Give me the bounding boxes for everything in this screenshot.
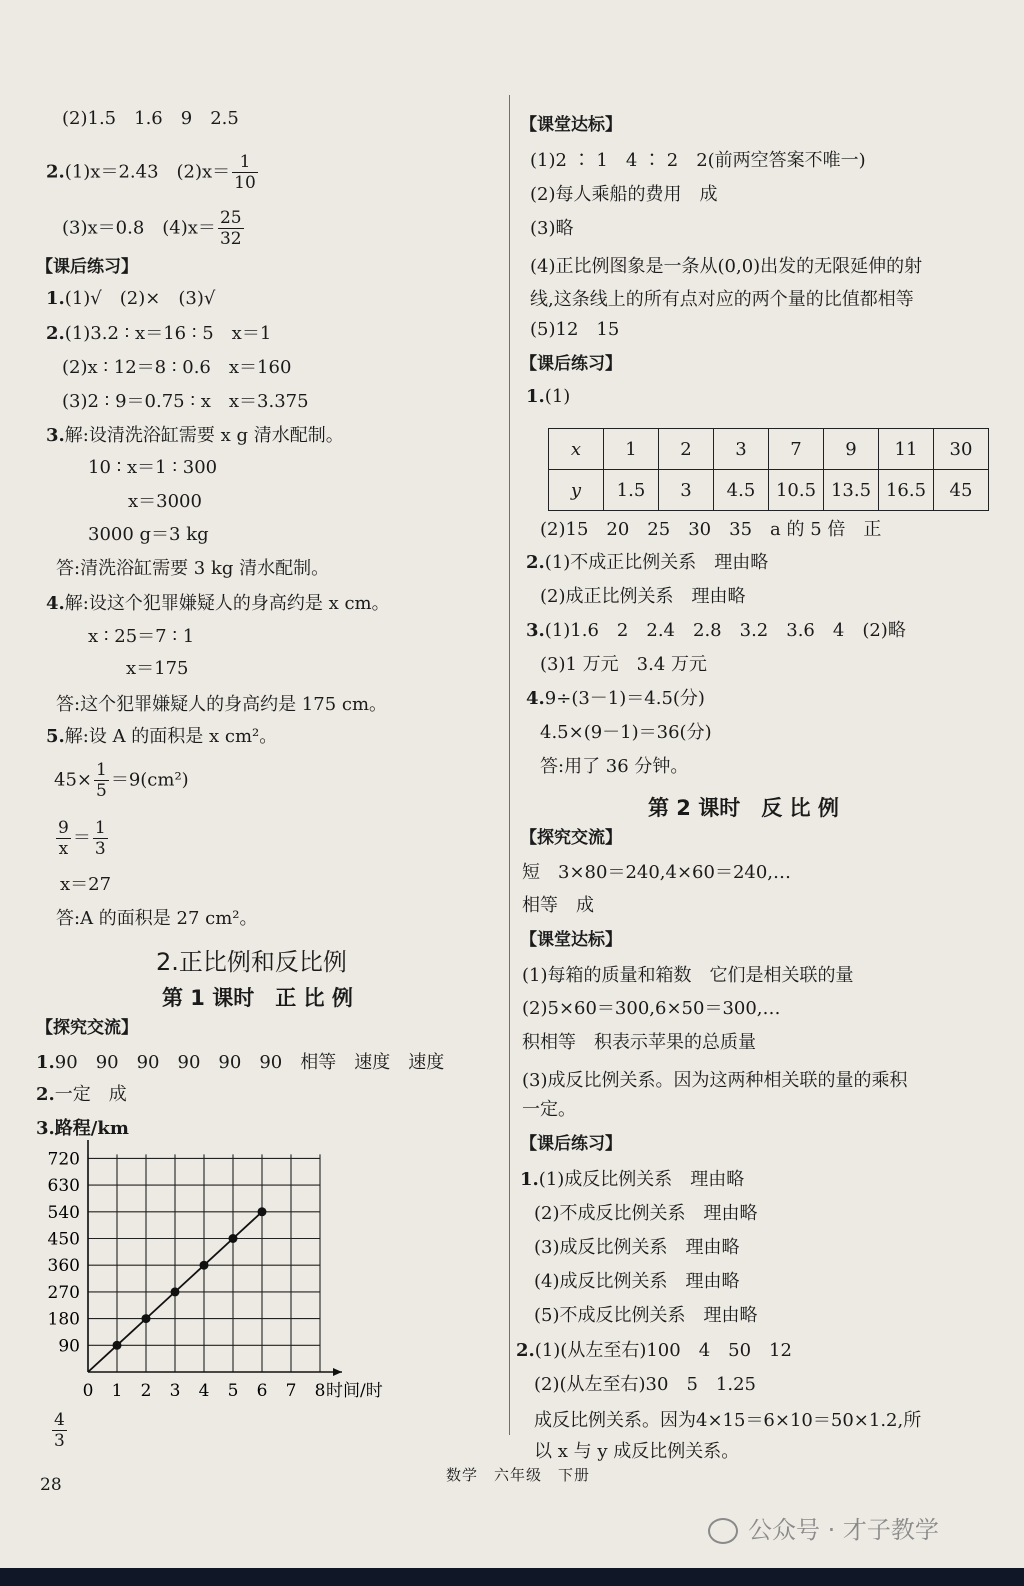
section-heading: 【课堂达标】 <box>520 115 622 135</box>
question-number: 1. <box>46 288 65 309</box>
answer-line <box>526 688 705 710</box>
table-row <box>549 429 989 470</box>
question-number: 1. <box>520 1169 539 1190</box>
answer-line <box>54 760 189 801</box>
question-number: 1. <box>36 1052 55 1073</box>
data-point <box>200 1261 209 1270</box>
question-number: 3. <box>36 1118 55 1139</box>
table-cell: 2 <box>659 429 714 470</box>
answer-line: (2)x ∶ 12＝8 ∶ 0.6 x＝160 <box>62 357 292 378</box>
answer-line <box>36 1084 127 1106</box>
y-tick-label: 360 <box>47 1256 80 1277</box>
answer-line: 答:A 的面积是 27 cm²。 <box>56 908 258 929</box>
fraction-numerator: 1 <box>232 152 258 173</box>
table-cell: 30 <box>934 429 989 470</box>
answer-line: 3000 g＝3 kg <box>88 524 209 545</box>
fraction <box>56 818 71 859</box>
answer-line <box>526 386 570 408</box>
answer-text: 90 90 90 90 90 90 相等 速度 速度 <box>54 1052 445 1073</box>
x-tick-label: 8 <box>314 1381 326 1401</box>
answer-line <box>526 552 768 574</box>
distance-time-chart <box>30 1140 430 1410</box>
answer-text: (1)x＝2.43 (2)x＝ <box>64 161 231 183</box>
answer-line: x ∶ 25＝7 ∶ 1 <box>88 626 195 647</box>
fraction-numerator: 9 <box>58 818 69 838</box>
watermark-text: 公众号 · 才子教学 <box>748 1516 939 1544</box>
fraction-numerator: 1 <box>94 818 106 838</box>
answer-text: (1) <box>544 386 571 407</box>
x-tick-label: 1 <box>111 1381 123 1401</box>
fraction-denominator: x <box>58 839 69 859</box>
fraction-denominator: 32 <box>219 229 242 249</box>
x-tick-label: 3 <box>169 1381 181 1401</box>
fraction-denominator: 3 <box>54 1431 65 1451</box>
answer-line <box>46 726 277 748</box>
answer-line <box>46 425 344 447</box>
fraction-denominator: 3 <box>94 839 106 859</box>
answer-line <box>520 1169 744 1191</box>
answer-line: (3)成反比例关系 理由略 <box>534 1237 740 1258</box>
answer-line: 相等 成 <box>522 895 594 916</box>
page-number: 28 <box>40 1475 62 1495</box>
answer-line: 以 x 与 y 成反比例关系。 <box>534 1441 740 1462</box>
answer-line: 线,这条线上的所有点对应的两个量的比值都相等 <box>530 289 914 310</box>
x-tick-label: 0 <box>82 1381 94 1401</box>
answer-text: 解:设这个犯罪嫌疑人的身高约是 x cm。 <box>64 593 390 614</box>
data-point <box>229 1234 238 1243</box>
question-number: 2. <box>46 161 65 183</box>
answer-line: (2)成正比例关系 理由略 <box>540 586 746 607</box>
question-number: 2. <box>516 1340 535 1361</box>
table-cell: 7 <box>769 429 824 470</box>
x-tick-label: 4 <box>198 1381 210 1401</box>
section-heading: 【课后练习】 <box>520 1134 622 1154</box>
fraction <box>52 1410 67 1451</box>
answer-text: (3)x＝0.8 (4)x＝ <box>62 217 216 239</box>
y-tick-label: 450 <box>47 1229 80 1250</box>
section-heading: 【探究交流】 <box>520 828 622 848</box>
table-cell: 4.5 <box>714 470 769 511</box>
answer-line: x＝175 <box>126 658 189 679</box>
answer-text: ＝ <box>72 827 91 849</box>
data-point <box>171 1287 180 1296</box>
lesson-title: 第 1 课时 正 比 例 <box>162 986 353 1010</box>
section-heading: 【课堂达标】 <box>520 930 622 950</box>
fraction-denominator: 10 <box>234 173 256 193</box>
answer-text: (1)1.6 2 2.4 2.8 3.2 3.6 4 (2)略 <box>544 620 906 641</box>
y-tick-label: 90 <box>58 1336 80 1357</box>
y-tick-label: 630 <box>47 1176 80 1197</box>
table-cell: 16.5 <box>879 470 934 511</box>
watermark <box>708 1510 939 1545</box>
answer-line: 4.5×(9－1)＝36(分) <box>540 722 712 743</box>
table-row <box>549 470 989 511</box>
answer-line: (2)15 20 25 30 35 a 的 5 倍 正 <box>540 519 882 540</box>
section-heading: 【课后练习】 <box>520 354 622 374</box>
y-tick-label: 270 <box>47 1282 80 1303</box>
question-number: 3. <box>526 620 545 641</box>
question-number: 2. <box>36 1084 55 1105</box>
answer-line <box>46 593 390 615</box>
answer-line: 答:这个犯罪嫌疑人的身高约是 175 cm。 <box>56 694 388 715</box>
answer-line: (2)(从左至右)30 5 1.25 <box>534 1374 756 1395</box>
y-tick-label: 180 <box>47 1309 80 1330</box>
section-heading: 【课后练习】 <box>36 257 138 277</box>
answer-line: (3)略 <box>530 218 574 239</box>
table-cell: 1.5 <box>604 470 659 511</box>
answer-text: 解:设清洗浴缸需要 x g 清水配制。 <box>64 425 344 446</box>
table-header-cell: y <box>549 470 604 511</box>
answer-line: (4)正比例图象是一条从(0,0)出发的无限延伸的射 <box>530 256 923 277</box>
table-cell: 10.5 <box>769 470 824 511</box>
answer-line: (2)1.5 1.6 9 2.5 <box>62 108 239 129</box>
answer-text: (1)(从左至右)100 4 50 12 <box>534 1340 792 1361</box>
answer-line: (3)2 ∶ 9＝0.75 ∶ x x＝3.375 <box>62 391 309 412</box>
answer-line <box>62 208 246 249</box>
table-cell: 1 <box>604 429 659 470</box>
chapter-title: 2.正比例和反比例 <box>156 948 347 976</box>
answer-line: 短 3×80＝240,4×60＝240,… <box>522 862 792 883</box>
fraction-numerator: 1 <box>96 760 107 780</box>
answer-line <box>46 288 215 310</box>
x-tick-label: 7 <box>285 1381 297 1401</box>
answer-line: 一定。 <box>522 1099 576 1120</box>
answer-text: 9÷(3－1)＝4.5(分) <box>544 688 705 709</box>
fraction-denominator: 5 <box>96 781 107 801</box>
answer-text: (1)3.2 ∶ x＝16 ∶ 5 x＝1 <box>64 323 272 344</box>
answer-line: (5)不成反比例关系 理由略 <box>534 1305 758 1326</box>
table-cell: 45 <box>934 470 989 511</box>
answer-line: (1)每箱的质量和箱数 它们是相关联的量 <box>522 965 854 986</box>
data-point <box>258 1207 267 1216</box>
answer-line <box>46 152 260 193</box>
answer-line: (4)成反比例关系 理由略 <box>534 1271 740 1292</box>
answer-line: (2)5×60＝300,6×50＝300,… <box>522 998 781 1019</box>
table-header-cell: x <box>549 429 604 470</box>
question-number: 2. <box>46 323 65 344</box>
table-cell: 9 <box>824 429 879 470</box>
answer-line <box>526 620 906 642</box>
table-cell: 3 <box>714 429 769 470</box>
answer-line <box>516 1340 792 1362</box>
fraction-numerator: 4 <box>54 1410 65 1430</box>
answer-line: x＝3000 <box>128 491 202 512</box>
answer-line <box>54 818 110 859</box>
fraction <box>93 818 108 859</box>
answer-text: 一定 成 <box>54 1084 127 1105</box>
question-number: 1. <box>526 386 545 407</box>
table-cell: 13.5 <box>824 470 879 511</box>
data-point <box>113 1341 122 1350</box>
chart-y-label: 路程/km <box>54 1118 129 1139</box>
table-cell: 11 <box>879 429 934 470</box>
answer-line: (3)1 万元 3.4 万元 <box>540 654 708 675</box>
xy-value-table <box>548 428 989 511</box>
fraction <box>218 208 244 249</box>
column-divider <box>509 95 510 1435</box>
question-number: 4. <box>526 688 545 709</box>
book-info: 数学 六年级 下册 <box>446 1466 591 1484</box>
stray-fraction <box>50 1410 69 1451</box>
question-number: 3. <box>46 425 65 446</box>
answer-line: 10 ∶ x＝1 ∶ 300 <box>88 457 218 478</box>
question-number: 2. <box>526 552 545 573</box>
answer-line <box>36 1118 129 1140</box>
answer-line: (2)不成反比例关系 理由略 <box>534 1203 758 1224</box>
answer-line: 积相等 积表示苹果的总质量 <box>522 1032 756 1053</box>
answer-line: 答:用了 36 分钟。 <box>540 756 689 777</box>
answer-line <box>36 1052 444 1074</box>
answer-text: (1)不成正比例关系 理由略 <box>544 552 769 573</box>
answer-line: (3)成反比例关系。因为这两种相关联的量的乘积 <box>522 1070 908 1091</box>
answer-line: x＝27 <box>60 874 112 895</box>
data-point <box>142 1314 151 1323</box>
x-axis-arrow <box>333 1368 342 1376</box>
question-number: 4. <box>46 593 65 614</box>
fraction <box>232 152 258 193</box>
answer-line: (5)12 15 <box>530 319 620 340</box>
y-tick-label: 540 <box>47 1202 80 1223</box>
answer-text: 45× <box>54 769 92 791</box>
answer-line: 成反比例关系。因为4×15＝6×10＝50×1.2,所 <box>534 1410 922 1431</box>
answer-line: 答:清洗浴缸需要 3 kg 清水配制。 <box>56 558 330 579</box>
question-number: 5. <box>46 726 65 747</box>
y-tick-label: 720 <box>47 1149 80 1170</box>
section-heading: 【探究交流】 <box>36 1018 138 1038</box>
answer-text: (1)√ (2)× (3)√ <box>64 288 216 309</box>
answer-text: (1)成反比例关系 理由略 <box>538 1169 745 1190</box>
answer-line: (1)2 ∶ 1 4 ∶ 2 2(前两空答案不唯一) <box>530 150 866 171</box>
answer-text: ＝9(cm²) <box>110 769 189 791</box>
table-cell: 3 <box>659 470 714 511</box>
fraction-numerator: 25 <box>219 208 242 228</box>
lesson-title: 第 2 课时 反 比 例 <box>648 796 839 820</box>
x-axis-label: 时间/时 <box>326 1381 383 1401</box>
answer-line <box>46 323 271 345</box>
answer-text: 解:设 A 的面积是 x cm²。 <box>64 726 278 747</box>
wechat-icon <box>708 1518 738 1544</box>
x-tick-label: 5 <box>227 1381 239 1401</box>
answer-line: (2)每人乘船的费用 成 <box>530 184 718 205</box>
fraction <box>94 760 109 801</box>
x-tick-label: 6 <box>256 1381 268 1401</box>
x-tick-label: 2 <box>140 1381 152 1401</box>
bottom-stripe <box>0 1568 1024 1586</box>
